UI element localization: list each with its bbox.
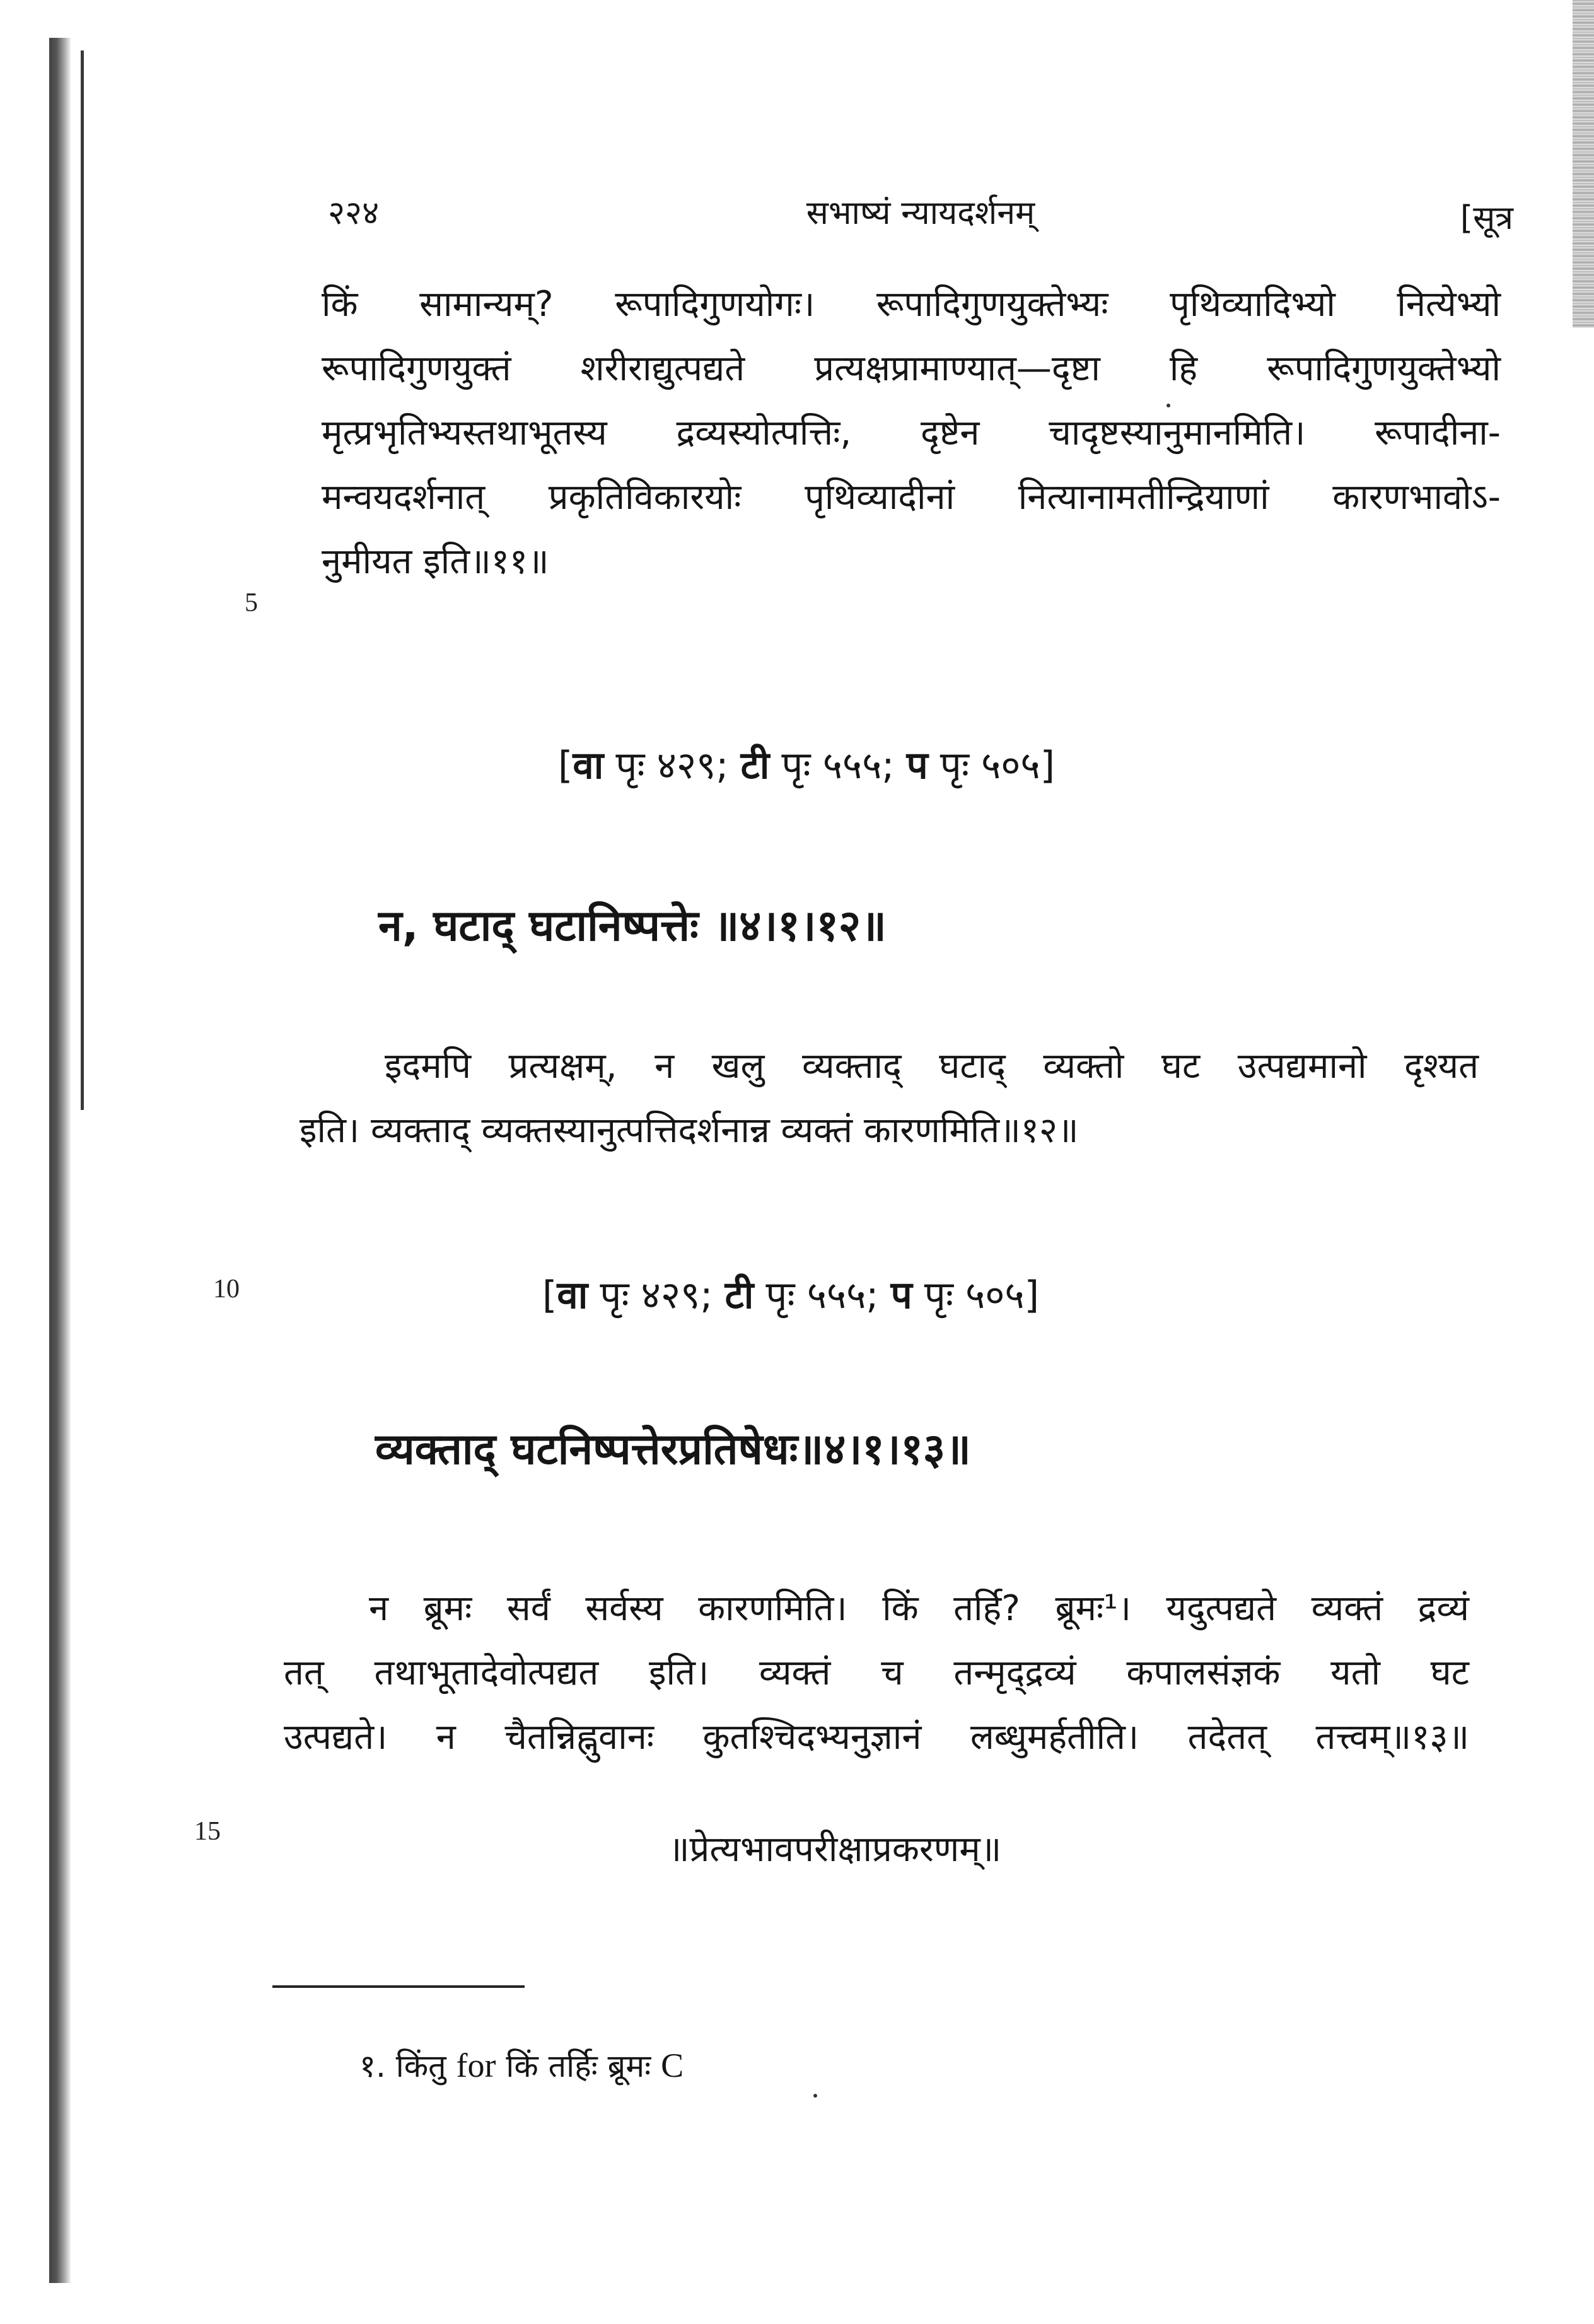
ref-page: पृः ५५५; bbox=[753, 1273, 891, 1317]
section-colophon: ॥प्रेत्यभावपरीक्षाप्रकरणम्॥ bbox=[668, 1829, 1002, 1870]
commentary-paragraph-3 bbox=[284, 1577, 1469, 1770]
bracket-close: ] bbox=[1024, 1273, 1040, 1317]
ref-siglum-ti: टी bbox=[740, 744, 770, 788]
text-line: न ब्रूमः सर्वं सर्वस्य कारणमिति। किं तर्हि? ब्रूमः¹। यदुत्पद्यते व्यक्तं द्रव्यं bbox=[369, 1588, 1469, 1629]
commentary-paragraph-1 bbox=[322, 272, 1501, 594]
line-number-5: 5 bbox=[245, 588, 258, 617]
footnote-latin-word: for bbox=[456, 2047, 496, 2084]
binding-shadow bbox=[49, 38, 71, 2283]
footnote-marker: १. bbox=[359, 2048, 386, 2084]
scan-speck bbox=[1166, 404, 1170, 407]
ref-page: पृः ५५५; bbox=[769, 744, 907, 788]
ref-siglum-va: वा bbox=[573, 744, 604, 788]
footnote-text: किंतु bbox=[385, 2048, 457, 2084]
text-line: इति। व्यक्ताद् व्यक्तस्यानुत्पत्तिदर्शनान्न व्यक्तं कारणमिति॥१२॥ bbox=[300, 1110, 1079, 1151]
footnote-rule bbox=[272, 1985, 525, 1988]
line-number-10: 10 bbox=[213, 1275, 240, 1304]
footnote-manuscript-siglum: C bbox=[661, 2047, 684, 2084]
sutra-heading-12: न, घटाद् घटानिष्पत्तेः ॥४।१।१२॥ bbox=[378, 901, 887, 951]
cross-reference-2 bbox=[542, 1268, 1039, 1319]
page-edge-noise bbox=[1573, 0, 1594, 328]
ref-siglum-ti: टी bbox=[724, 1273, 754, 1317]
footnote bbox=[359, 2043, 684, 2086]
cross-reference-1 bbox=[558, 738, 1055, 790]
ref-siglum-pa: प bbox=[906, 744, 928, 788]
ref-page: पृः ५०५ bbox=[912, 1273, 1025, 1317]
page-number: २२४ bbox=[328, 194, 380, 232]
ref-siglum-va: वा bbox=[557, 1273, 588, 1317]
running-title: सभाष्यं न्यायदर्शनम् bbox=[806, 194, 1035, 232]
ref-page: पृः ४२९; bbox=[603, 744, 741, 788]
text-line: रूपादिगुणयुक्तं शरीराद्युत्पद्यते प्रत्यक्षप्रामाण्यात्—दृष्टा हि रूपादिगुणयुक्तेभ्यो bbox=[322, 348, 1501, 389]
binding-line bbox=[81, 50, 84, 1110]
sutra-heading-13: व्यक्ताद् घटनिष्पत्तेरप्रतिषेधः॥४।१।१३॥ bbox=[375, 1425, 971, 1474]
line-number-15: 15 bbox=[194, 1817, 221, 1846]
commentary-paragraph-2 bbox=[300, 1034, 1479, 1163]
text-line: नुमीयत इति॥११॥ bbox=[322, 541, 549, 582]
text-line: इदमपि प्रत्यक्षम्, न खलु व्यक्ताद् घटाद् व्यक्तो घट उत्पद्यमानो दृश्यत bbox=[385, 1046, 1479, 1087]
page-header bbox=[328, 189, 1513, 240]
scan-speck bbox=[813, 2094, 817, 2098]
ref-page: पृः ५०५ bbox=[928, 744, 1040, 788]
text-line: किं सामान्यम्? रूपादिगुणयोगः। रूपादिगुणयुक्तेभ्यः पृथिव्यादिभ्यो नित्येभ्यो bbox=[322, 284, 1501, 325]
text-line: तत् तथाभूतादेवोत्पद्यत इति। व्यक्तं च तन्मृद्द्रव्यं कपालसंज्ञकं यतो घट bbox=[284, 1652, 1469, 1693]
bracket-close: ] bbox=[1040, 744, 1056, 788]
text-line: मृत्प्रभृतिभ्यस्तथाभूतस्य द्रव्यस्योत्पत्तिः, दृष्टेन चादृष्टस्यानुमानमिति। रूपादीना- bbox=[322, 412, 1501, 453]
ref-siglum-pa: प bbox=[890, 1273, 912, 1317]
text-line: उत्पद्यते। न चैतन्निह्नुवानः कुतश्चिदभ्यनुज्ञानं लब्धुमर्हतीति। तदेतत् तत्त्वम्॥१३॥ bbox=[284, 1717, 1469, 1758]
footnote-text: किं तर्हिः ब्रूमः bbox=[496, 2048, 661, 2084]
text-line: मन्वयदर्शनात् प्रकृतिविकारयोः पृथिव्यादीनां नित्यानामतीन्द्रियाणां कारणभावोऽ- bbox=[322, 477, 1501, 518]
ref-page: पृः ४२९; bbox=[588, 1273, 725, 1317]
bracket-open: [ bbox=[542, 1273, 557, 1317]
bracket-open: [ bbox=[558, 744, 573, 788]
section-label: [सूत्र bbox=[1460, 199, 1513, 237]
